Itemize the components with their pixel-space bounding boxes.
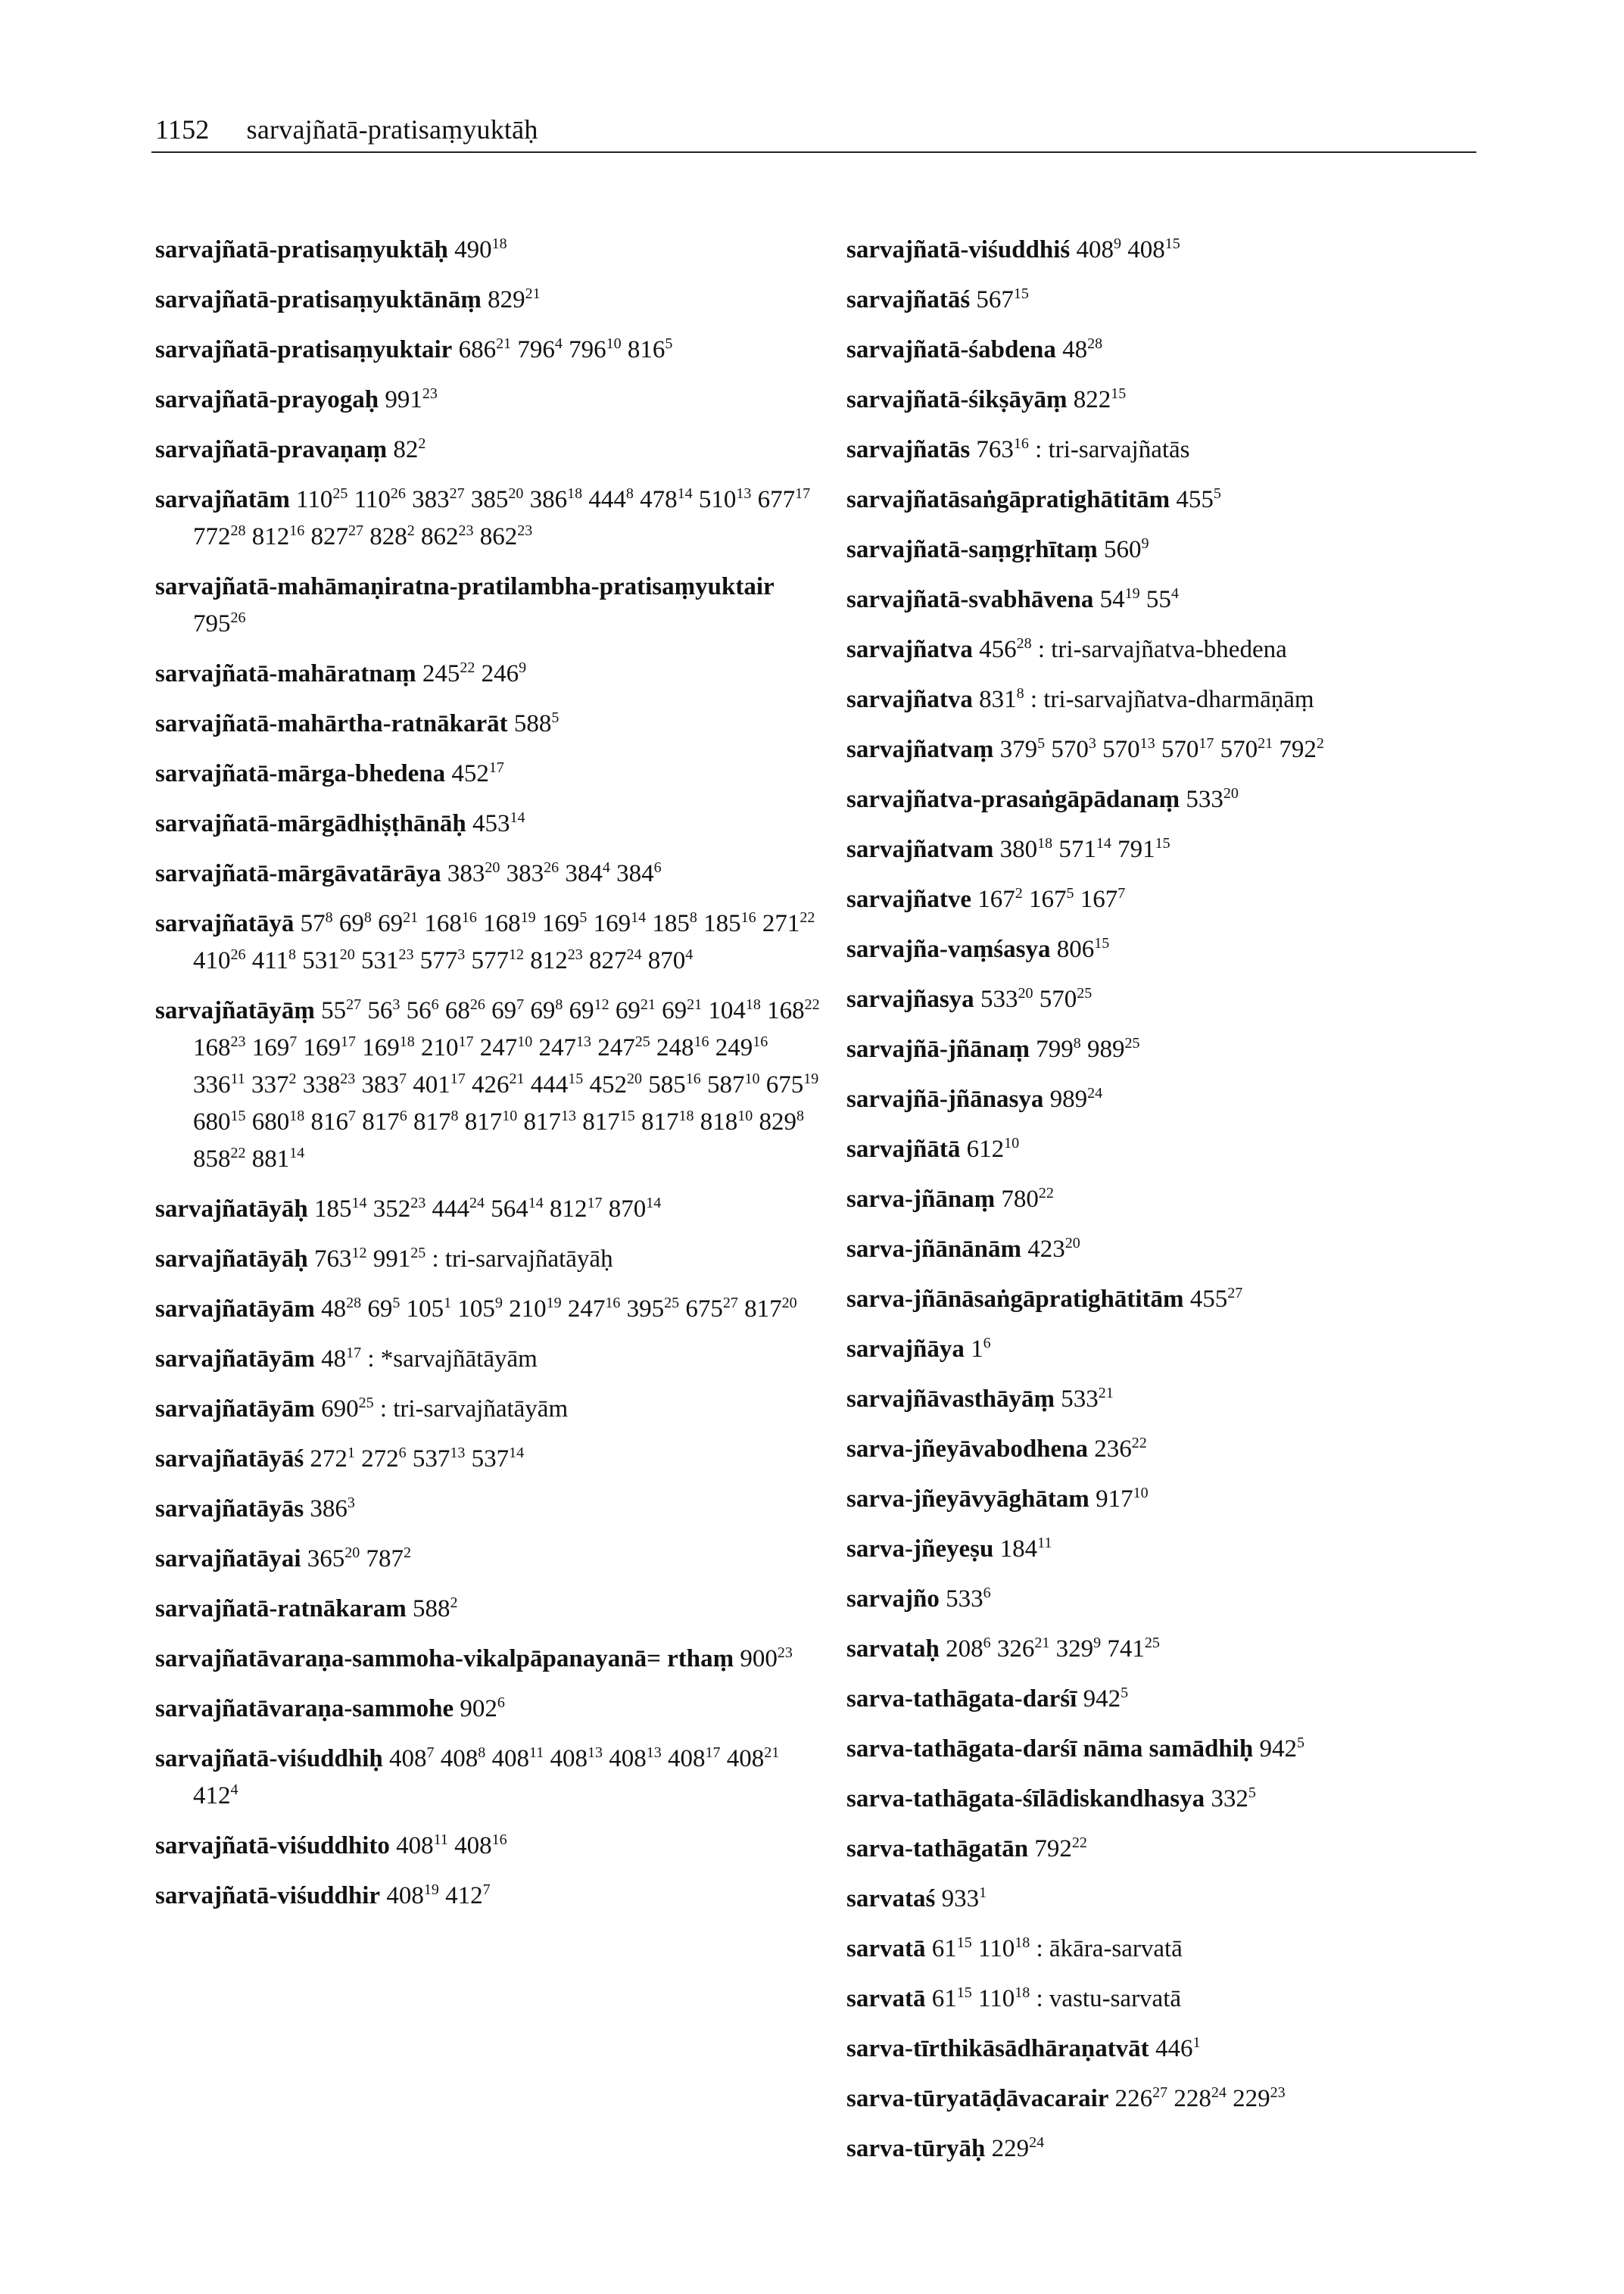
entry-headword: sarvajñatā-mahārtha-ratnākarāt — [155, 710, 508, 737]
index-entry — [155, 1591, 821, 1628]
index-entry — [846, 1531, 1513, 1568]
entry-headword: sarvajñatvam — [846, 836, 994, 863]
index-entry — [846, 1281, 1513, 1318]
entry-headword: sarvajño — [846, 1585, 940, 1613]
index-entry — [846, 432, 1513, 469]
index-entry — [155, 706, 821, 743]
entry-headword: sarvajñatā-pratisaṃyuktānāṃ — [155, 286, 482, 313]
index-entry — [846, 1781, 1513, 1818]
entry-references: $408^7$ $408^8$ $408^{11}$ $408^{13}$ $408^{13}$ $408^{17}$ $408^{21}$ $412^4$ — [193, 1744, 780, 1809]
entry-headword: sarva-tathāgata-śīlādiskandhasya — [846, 1785, 1205, 1812]
index-entry — [155, 382, 821, 419]
index-entry — [846, 981, 1513, 1018]
index-entry — [155, 756, 821, 793]
entry-headword: sarvajñā-jñānasya — [846, 1086, 1044, 1113]
entry-references: $55^{27}$ $56^3$ $56^6$ $68^{26}$ $69^7$ $69^8$ $69^{12}$ $69^{21}$ $69^{21}$ $104^{18}$ $168^{22}$ $168^{23}$ $169^7$ $169^{17}$ $169^{18}$ $210^{17}$ $247^{10}$ $247^{13}$ $247^{25}$ $248^{16}$ $249^{16}$ $336^{11}$ $337^2$ $338^{23}$ $383^7$ $401^{17}$ $426^{21}$ $444^{15}$ $452^{20}$ $585^{16}$ $587^{10}$ $675^{19}$ $680^{15}$ $680^{18}$ $816^7$ $817^6$ $817^8$ $817^{10}$ $817^{13}$ $817^{15}$ $817^{18}$ $818^{10}$ $829^8$ $858^{22}$ $881^{14}$ — [193, 996, 820, 1173]
index-entry — [846, 482, 1513, 519]
index-entry — [155, 482, 821, 556]
entry-headword: sarvajñatvaṃ — [846, 736, 994, 763]
index-entry — [846, 2130, 1513, 2168]
entry-references: $917^{10}$ — [1096, 1485, 1149, 1513]
index-entry — [846, 1681, 1513, 1718]
index-entry — [846, 681, 1513, 718]
index-entry — [846, 1881, 1513, 1918]
index-entry — [155, 1641, 821, 1678]
entry-headword: sarvajñasya — [846, 986, 974, 1013]
index-entry — [155, 1741, 821, 1815]
entry-references: $236^{22}$ — [1094, 1435, 1147, 1463]
index-entry — [155, 1291, 821, 1328]
entry-headword: sarvajñatā-prayogaḥ — [155, 386, 379, 413]
index-entry — [155, 1691, 821, 1728]
entry-references: $379^5$ $570^3$ $570^{13}$ $570^{17}$ $570^{21}$ $792^2$ — [999, 735, 1324, 763]
index-entry — [846, 881, 1513, 918]
entry-references: $48^{17}$ : *sarvajñātāyām — [321, 1345, 538, 1373]
entry-headword: sarvajñatā-pravaṇaṃ — [155, 436, 388, 463]
entry-headword: sarva-jñānāsaṅgāpratighātitām — [846, 1286, 1184, 1313]
entry-references: $942^5$ — [1083, 1685, 1129, 1713]
index-entry — [846, 2031, 1513, 2068]
index-entry — [155, 1491, 821, 1528]
index-entry — [846, 1381, 1513, 1418]
entry-references: $184^{11}$ — [999, 1535, 1052, 1563]
entry-headword: sarvajñāya — [846, 1336, 965, 1363]
entry-references: $61^{15}$ $110^{18}$ : vastu-sarvatā — [931, 1984, 1182, 2012]
page-header — [155, 114, 538, 145]
index-column-left — [155, 232, 821, 1928]
entry-headword: sarvajñatva — [846, 686, 973, 713]
index-entry — [846, 1481, 1513, 1518]
entry-headword: sarvajñatām — [155, 486, 290, 513]
index-entry — [846, 1131, 1513, 1168]
index-entry — [155, 993, 821, 1178]
index-entry — [155, 432, 821, 469]
entry-headword: sarvajñatā-pratisaṃyuktāḥ — [155, 236, 448, 263]
index-entry — [155, 232, 821, 269]
entry-headword: sarvajñatā-ratnākaram — [155, 1595, 407, 1622]
entry-references: $763^{12}$ $991^{25}$ : tri-sarvajñatāyāḥ — [313, 1245, 613, 1273]
entry-references: $110^{25}$ $110^{26}$ $383^{27}$ $385^{20}$ $386^{18}$ $444^8$ $478^{14}$ $510^{13}$ $677^{17}$ $772^{28}$ $812^{16}$ $827^{27}$ $828^2$ $862^{23}$ $862^{23}$ — [193, 485, 811, 550]
entry-headword: sarva-tathāgata-darśī — [846, 1685, 1077, 1713]
entry-references: $332^5$ — [1211, 1784, 1256, 1812]
entry-headword: sarvajñatāyā — [155, 910, 295, 937]
entry-references: $533^{20}$ $570^{25}$ — [980, 985, 1093, 1013]
entry-references: $533^{21}$ — [1061, 1385, 1114, 1413]
entry-references: $533^{20}$ — [1186, 785, 1239, 813]
entry-references: $455^5$ — [1176, 485, 1221, 513]
index-entry — [155, 1391, 821, 1428]
entry-references: $383^{20}$ $383^{26}$ $384^4$ $384^6$ — [447, 859, 662, 887]
index-entry — [155, 332, 821, 369]
entry-headword: sarvajñatā-viśuddhito — [155, 1832, 390, 1859]
entry-headword: sarvajñatāsaṅgāpratighātitām — [846, 486, 1170, 513]
entry-headword: sarvajñatāyāḥ — [155, 1195, 308, 1223]
entry-references: $799^8$ $989^{25}$ — [1036, 1035, 1140, 1063]
entry-headword: sarva-jñeyāvabodhena — [846, 1435, 1089, 1463]
entry-headword: sarvajñatāś — [846, 286, 971, 313]
index-column-right — [846, 232, 1513, 2180]
entry-references: $57^8$ $69^8$ $69^{21}$ $168^{16}$ $168^{19}$ $169^5$ $169^{14}$ $185^8$ $185^{16}$ $271^{22}$ $410^{26}$ $411^8$ $531^{20}$ $531^{23}$ $577^3$ $577^{12}$ $812^{23}$ $827^{24}$ $870^4$ — [193, 909, 815, 974]
entry-references: $423^{20}$ — [1027, 1235, 1080, 1263]
entry-references: $365^{20}$ $787^2$ — [307, 1544, 411, 1572]
entry-references: $991^{23}$ — [385, 385, 438, 413]
index-entry — [155, 656, 821, 693]
entry-headword: sarvajñatāyāṃ — [155, 997, 315, 1024]
index-entry — [155, 569, 821, 643]
index-entry — [846, 631, 1513, 669]
entry-headword: sarvajñāvasthāyāṃ — [846, 1385, 1055, 1413]
entry-headword: sarvajñatā-svabhāvena — [846, 586, 1094, 613]
entry-headword: sarva-jñānānām — [846, 1236, 1022, 1263]
entry-headword: sarvajñatve — [846, 886, 971, 913]
entry-headword: sarvajñatā-viśuddhir — [155, 1882, 381, 1909]
header-rule — [151, 151, 1476, 153]
entry-references: $1^6$ — [971, 1335, 991, 1363]
entry-references: $408^{19}$ $412^7$ — [386, 1881, 491, 1909]
entry-references: $612^{10}$ — [966, 1135, 1020, 1163]
index-entry — [846, 731, 1513, 768]
entry-headword: sarvajñatva-prasaṅgāpādanaṃ — [846, 786, 1180, 813]
entry-references: $386^3$ — [310, 1495, 355, 1523]
index-entry — [846, 581, 1513, 619]
entry-references: $900^{23}$ — [740, 1644, 793, 1672]
entry-references: $763^{16}$ : tri-sarvajñatās — [976, 435, 1190, 463]
index-entry — [846, 1831, 1513, 1868]
entry-references: $822^{15}$ — [1073, 385, 1127, 413]
entry-references: $272^1$ $272^6$ $537^{13}$ $537^{14}$ — [310, 1445, 525, 1473]
index-entry — [846, 232, 1513, 269]
index-entry — [846, 1181, 1513, 1218]
entry-headword: sarvajñatāvaraṇa-sammoha-vikalpāpanayanā= rthaṃ — [155, 1645, 734, 1672]
entry-references: $455^{27}$ — [1189, 1285, 1243, 1313]
index-entry — [846, 1431, 1513, 1468]
entry-headword: sarva-jñeyāvyāghātam — [846, 1485, 1089, 1513]
index-entry — [846, 1981, 1513, 2018]
entry-headword: sarvajñatā-viśuddhiś — [846, 236, 1071, 263]
entry-headword: sarva-tathāgata-darśī nāma samādhiḥ — [846, 1735, 1254, 1763]
entry-headword: sarvajñatāvaraṇa-sammohe — [155, 1695, 454, 1722]
entry-references: $490^{18}$ — [454, 235, 507, 263]
index-entry — [155, 1341, 821, 1378]
entry-headword: sarvajñatā-mahāmaṇiratna-pratilambha-pratisaṃyuktair — [155, 573, 775, 600]
entry-headword: sarvajñatāyām — [155, 1345, 315, 1373]
entry-references: $61^{15}$ $110^{18}$ : ākāra-sarvatā — [931, 1934, 1183, 1962]
entry-references: $380^{18}$ $571^{14}$ $791^{15}$ — [999, 835, 1170, 863]
index-entry — [846, 1931, 1513, 1968]
index-entry — [155, 1191, 821, 1228]
entry-references: $185^{14}$ $352^{23}$ $444^{24}$ $564^{14}$ $812^{17}$ $870^{14}$ — [313, 1195, 662, 1223]
index-entry — [846, 1231, 1513, 1268]
entry-references: $829^{21}$ — [488, 285, 541, 313]
index-entry — [846, 1631, 1513, 1668]
entry-references: $408^9$ $408^{15}$ — [1076, 235, 1180, 263]
index-entry — [846, 781, 1513, 818]
entry-references: $48^{28}$ $69^5$ $105^1$ $105^9$ $210^{19}$ $247^{16}$ $395^{25}$ $675^{27}$ $817^{20}$ — [321, 1295, 797, 1323]
entry-references: $82^2$ — [393, 435, 426, 463]
entry-headword: sarvajñatā-śikṣāyāṃ — [846, 386, 1068, 413]
index-entry — [155, 806, 821, 843]
entry-references: $795^{26}$ — [193, 609, 246, 637]
entry-references: $167^2$ $167^5$ $167^7$ — [977, 885, 1126, 913]
index-entry — [155, 1241, 821, 1278]
entry-references: $229^{24}$ — [991, 2134, 1045, 2162]
entry-references: $806^{15}$ — [1056, 935, 1110, 963]
index-entry — [846, 1581, 1513, 1618]
entry-references: $226^{27}$ $228^{24}$ $229^{23}$ — [1114, 2084, 1286, 2112]
index-entry — [846, 282, 1513, 319]
entry-headword: sarvajñā-jñānaṃ — [846, 1036, 1030, 1063]
entry-headword: sarvajñatā-saṃgṛhītaṃ — [846, 536, 1098, 563]
index-entry — [846, 931, 1513, 968]
entry-references: $902^6$ — [460, 1694, 505, 1722]
entry-headword: sarvatā — [846, 1985, 926, 2012]
index-entry — [155, 856, 821, 893]
entry-headword: sarvajña-vaṃśasya — [846, 936, 1051, 963]
index-entry — [155, 282, 821, 319]
entry-headword: sarvataḥ — [846, 1635, 940, 1663]
entry-references: $408^{11}$ $408^{16}$ — [396, 1831, 507, 1859]
entry-references: $780^{22}$ — [1001, 1185, 1054, 1213]
entry-references: $245^{22}$ $246^9$ — [422, 659, 527, 687]
entry-headword: sarvajñatāyās — [155, 1495, 304, 1523]
page-number: 1152 — [155, 114, 210, 145]
entry-headword: sarvajñatā-mahāratnaṃ — [155, 660, 416, 687]
index-entry — [155, 1828, 821, 1865]
entry-headword: sarvajñatā-pratisaṃyuktair — [155, 336, 453, 363]
entry-headword: sarvajñatās — [846, 436, 971, 463]
index-entry — [155, 1441, 821, 1478]
entry-headword: sarvajñatāyāś — [155, 1445, 304, 1473]
entry-headword: sarvajñatā-śabdena — [846, 336, 1056, 363]
entry-references: $533^6$ — [946, 1585, 991, 1613]
entry-headword: sarvatā — [846, 1935, 926, 1962]
entry-references: $588^2$ — [413, 1594, 458, 1622]
entry-headword: sarvajñatāyāḥ — [155, 1245, 308, 1273]
entry-references: $456^{28}$ : tri-sarvajñatva-bhedena — [979, 635, 1287, 663]
entry-headword: sarvajñatā-mārgāvatārāya — [155, 860, 441, 887]
entry-headword: sarvajñātā — [846, 1136, 961, 1163]
entry-references: $792^{22}$ — [1034, 1834, 1087, 1862]
entry-references: $446^1$ — [1155, 2034, 1201, 2062]
running-title: sarvajñatā-pratisaṃyuktāḥ — [246, 114, 538, 145]
entry-references: $560^9$ — [1104, 535, 1149, 563]
index-entry — [846, 1031, 1513, 1068]
index-entry — [846, 332, 1513, 369]
entry-headword: sarvajñatā-mārga-bhedena — [155, 760, 446, 787]
entry-headword: sarvajñatāyai — [155, 1545, 301, 1572]
entry-references: $567^{15}$ — [976, 285, 1029, 313]
index-entry — [846, 1731, 1513, 1768]
index-entry — [846, 831, 1513, 868]
index-entry — [846, 382, 1513, 419]
entry-references: $690^{25}$ : tri-sarvajñatāyām — [321, 1395, 569, 1423]
entry-headword: sarvajñatāyām — [155, 1395, 315, 1423]
entry-headword: sarva-tūryatāḍāvacarair — [846, 2085, 1109, 2112]
entry-references: $989^{24}$ — [1049, 1085, 1103, 1113]
entry-headword: sarva-tūryāḥ — [846, 2135, 986, 2162]
entry-references: $942^5$ — [1259, 1735, 1304, 1763]
entry-references: $933^1$ — [941, 1884, 987, 1912]
entry-headword: sarva-tathāgatān — [846, 1835, 1029, 1862]
index-entry — [155, 1541, 821, 1578]
entry-headword: sarvajñatā-viśuddhiḥ — [155, 1745, 383, 1772]
entry-headword: sarva-jñānaṃ — [846, 1186, 996, 1213]
entry-headword: sarvajñatva — [846, 636, 973, 663]
entry-references: $452^{17}$ — [451, 759, 504, 787]
entry-headword: sarva-jñeyeṣu — [846, 1535, 994, 1563]
index-entry — [155, 1878, 821, 1915]
entry-references: $208^6$ $326^{21}$ $329^9$ $741^{25}$ — [946, 1635, 1160, 1663]
index-entry — [846, 1331, 1513, 1368]
entry-headword: sarvajñatā-mārgādhiṣṭhānāḥ — [155, 810, 466, 837]
entry-references: $686^{21}$ $796^4$ $796^{10}$ $816^5$ — [458, 335, 673, 363]
entry-references: $54^{19}$ $55^4$ — [1099, 585, 1179, 613]
index-entry — [846, 2080, 1513, 2118]
index-entry — [155, 905, 821, 980]
entry-references: $453^{14}$ — [472, 809, 525, 837]
entry-headword: sarva-tīrthikāsādhāraṇatvāt — [846, 2035, 1149, 2062]
entry-references: $48^{28}$ — [1062, 335, 1103, 363]
entry-references: $831^8$ : tri-sarvajñatva-dharmāṇāṃ — [979, 685, 1314, 713]
entry-references: $588^5$ — [513, 709, 560, 737]
index-entry — [846, 1081, 1513, 1118]
index-entry — [846, 531, 1513, 569]
entry-headword: sarvajñatāyām — [155, 1295, 315, 1323]
entry-headword: sarvataś — [846, 1885, 936, 1912]
